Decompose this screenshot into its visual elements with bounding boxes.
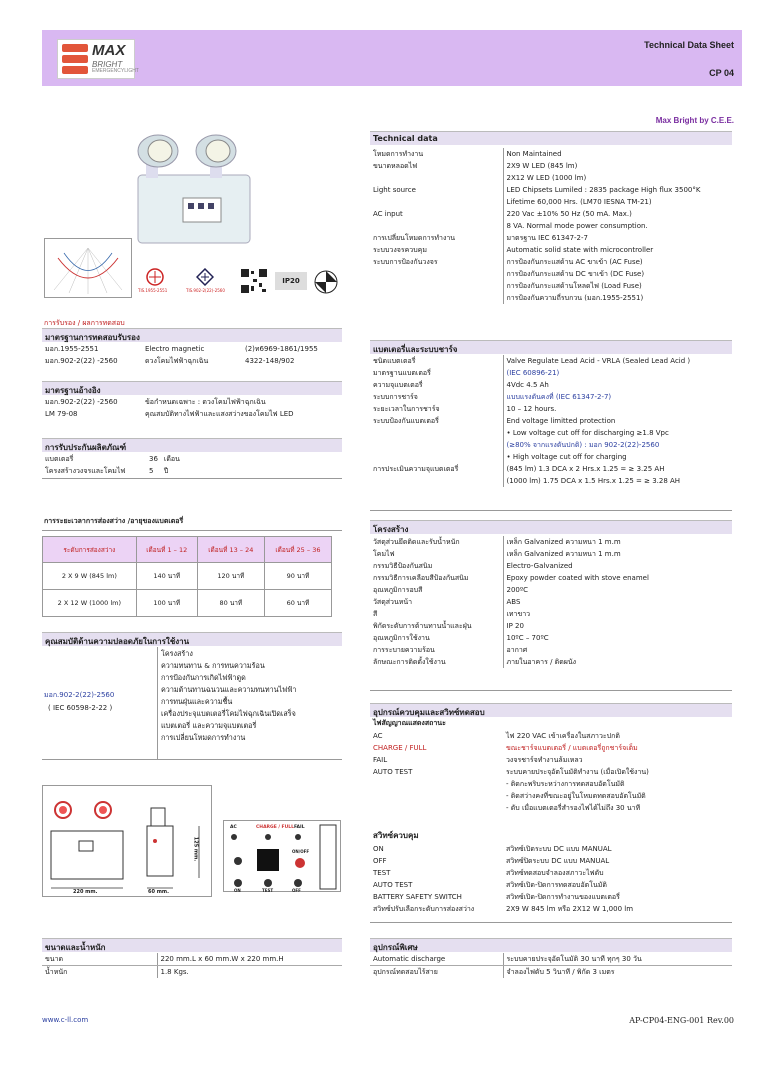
qr-code-icon <box>240 268 268 294</box>
safety-std2: ( IEC 60598-2-22 ) <box>48 704 113 712</box>
polar-diagram <box>44 238 132 298</box>
logo-subtext2: EMERGENCYLIGHT <box>92 68 139 74</box>
brand-line: Max Bright by C.E.E. <box>655 116 734 125</box>
tis-logo-icon <box>146 268 164 286</box>
safety-std: มอก.902-2(22)-2560 <box>44 691 115 699</box>
acc-title: อุปกรณ์พิเศษ <box>370 938 732 952</box>
dimension-drawing: 220 mm. 60 mm. 125 mm. <box>42 785 212 897</box>
divider <box>42 530 342 531</box>
bat-title: แบตเตอรี่และระบบชาร์จ <box>370 340 732 354</box>
cert-label-2: TIS.902-2(22)-2560 <box>186 288 225 293</box>
acc-table: Automatic discharge ระบบคายประจุอัตโนมัติ 30 นาที ทุกๆ 30 วัน อุปกรณ์ทดสอบไร้สาย จำลองไฟดับ 5 วินาที / พิกัด 3 เมตร <box>370 953 732 978</box>
control-panel-drawing: AC CHARGE / FULL FAIL ON/OFF ON TEST OFF <box>223 820 341 892</box>
warranty-table: แบตเตอรี่ 36 เดือน โครงสร้างวงจรและโคมไฟ 5 ปี <box>45 455 180 475</box>
footer-website[interactable]: www.c-ll.com <box>42 1016 89 1024</box>
product-image <box>128 133 268 248</box>
tech-title: Technical data <box>370 131 732 145</box>
dim-title: ขนาดและน้ำหนัก <box>42 938 342 952</box>
bat-table: ชนิดแบตเตอรี่ Valve Regulate Lead Acid - VRLA (Sealed Lead Acid ) มาตรฐานแบตเตอรี่ (IEC 60896-21) ความจุแบตเตอรี่ 4Vdc 4.5 Ah ระบบการชาร์จ แบบแรงดันคงที่ (IEC 61347-2-7) ระยะเวลาในการชาร์จ 10 – 12 hours. ระบบป้องกันแบตเตอรี่ End voltage limitted protection • Low voltage cut off for discharging ≥1.8 Vpc (≥80% จากแรงดันปกติ) : มอก 902-2(22)-2560 • High voltage cut off for charging การประเมินความจุแบตเตอรี่ (845 lm) 1.3 DCA x 2 Hrs.x 1.25 = ≥ 3.25 AH (1000 lm) 1.75 DCA x 1.5 Hrs.x 1.25 = ≥ 3.28 AH <box>370 355 732 487</box>
doc-title: Technical Data Sheet <box>644 40 734 50</box>
dim-table: ขนาด 220 mm.L x 60 mm.W x 220 mm.H น้ำหนัก 1.8 Kgs. <box>42 953 342 978</box>
logo-subtext: BRIGHT <box>92 60 123 69</box>
doc-code: CP 04 <box>709 68 734 78</box>
warranty-title: การรับประกันผลิตภัณฑ์ <box>42 438 342 452</box>
duration-table: ระดับการส่องสว่าง เดือนที่ 1 – 12 เดือนที่ 13 – 24 เดือนที่ 25 – 36 2 X 9 W (845 lm) 140 นาที 120 นาที 90 นาที 2 X 12 W (1000 lm) 100 นาที 80 นาที 60 นาที <box>42 536 332 617</box>
safety-list: โครงสร้าง ความทนทาน & การทนความร้อน การป้องกันการเกิดไฟฟ้าดูด ความต้านทานฉนวนและความทนทานไฟฟ้า การทนฝุ่นและความชื้น เครื่องประจุแบตเตอรี่โคมไฟฉุกเฉินเปิดเสร็จ แบตเตอรี่ และความจุแบตเตอรี่ การเปลี่ยนโหมดการทำงาน <box>161 649 297 742</box>
ctrl-subtitle: ไฟสัญญาณแสดงสถานะ <box>373 719 446 727</box>
ctrl-title: อุปกรณ์ควบคุมและสวิทซ์ทดสอบ <box>370 703 732 717</box>
ctrl-table: AC ไฟ 220 VAC เข้าเครื่องในสภาวะปกติ CHARGE / FULL ขณะชาร์จแบตเตอรี่ / แบตเตอรี่ถูกชาร์จเต็ม FAIL วงจรชาร์จทำงานล้มเหลว AUTO TEST ระบบคายประจุอัตโนมัติทำงาน (เมื่อเปิดใช้งาน) - ติดกะพริบระหว่างการทดสอบอัตโนมัติ - ติดสว่างคงที่ขณะอยู่ในโหมดทดสอบอัตโนมัติ - ดับ เมื่อแบตเตอรี่สำรองไฟได้ไม่ถึง 30 นาที <box>373 732 649 812</box>
struct-title: โครงสร้าง <box>370 520 732 534</box>
divider <box>370 510 732 511</box>
duration-title: การระยะเวลาการส่องสว่าง /อายุของแบตเตอรี่ <box>44 517 184 525</box>
tis-diamond-icon <box>196 268 214 286</box>
ref-title: มาตรฐานอ้างอิง <box>42 381 342 395</box>
cert-section-title: การรับรอง / ผลการทดสอบ <box>44 319 125 327</box>
header-band <box>42 30 742 86</box>
divider <box>42 478 342 479</box>
tech-table: โหมดการทำงาน Non Maintained ขนาดหลอดไฟ 2X9 W LED (845 lm) 2X12 W LED (1000 lm) Light source LED Chipsets Lumiled : 2835 package High flux 3500°K Lifetime 60,000 Hrs. (LM70 IESNA TM-21) AC input 220 Vac ±10% 50 Hz (50 mA. Max.) 8 VA. Normal mode power consumption. การเปลี่ยนโหมดการทำงาน มาตรฐาน IEC 61347-2-7 ระบบวงจรควบคุม Automatic solid state with microcontroller ระบบการป้องกันวงจร การป้องกันกระแสด้าน AC ขาเข้า (AC Fuse) การป้องกันกระแสด้าน DC ขาเข้า (DC Fuse) การป้องกันกระแสด้านโหลดไฟ (Load Fuse) การป้องกันความถี่รบกวน (มอก.1955-2551) <box>370 148 732 304</box>
logo-text: MAX <box>92 42 126 59</box>
cert-label-1: TIS.1955-2551 <box>138 288 168 293</box>
flame-symbol-icon <box>314 270 338 294</box>
brand-logo <box>57 39 139 79</box>
divider <box>370 922 732 923</box>
safety-title: คุณสมบัติด้านความปลอดภัยในการใช้งาน <box>42 632 342 646</box>
std-title: มาตรฐานการทดสอบรับรอง <box>42 328 342 342</box>
ip-rating-badge: IP20 <box>275 272 307 290</box>
switch-table: ON สวิทซ์เปิดระบบ DC แบบ MANUAL OFF สวิทซ์ปิดระบบ DC แบบ MANUAL TEST สวิทซ์ทดสอบจำลองสภาวะไฟดับ AUTO TEST สวิทซ์เปิด-ปิดการทดสอบอัตโนมัติ BATTERY SAFETY SWITCH สวิทซ์เปิด-ปิดการทำงานของแบตเตอรี่ สวิทซ์ปรับเลือกระดับการส่องสว่าง 2X9 W 845 lm หรือ 2X12 W 1,000 lm <box>373 845 634 913</box>
divider <box>42 759 342 760</box>
ref-table: มอก.902-2(22) -2560 ข้อกำหนดเฉพาะ : ดวงโคมไฟฟ้าฉุกเฉิน LM 79-08 คุณสมบัติทางไฟฟ้าและแสงสว่างของโคมไฟ LED <box>45 398 294 418</box>
footer-doc-id: AP-CP04-ENG-001 Rev.00 <box>629 1016 734 1025</box>
struct-table: วัสดุส่วนยึดติดและรับน้ำหนัก เหล็ก Galvanized ความหนา 1 m.m โคมไฟ เหล็ก Galvanized ความหนา 1 m.m กรรมวิธีป้องกันสนิม Electro-Galvanized กรรมวิธีการเคลือบสีป้องกันสนิม Epoxy powder coated with stove enamel อุณหภูมิการอบสี 200ºC วัสดุส่วนหน้า ABS สี เทาขาว พิกัดระดับการต้านทานน้ำและฝุ่น IP 20 อุณหภูมิการใช้งาน 10ºC – 70ºC การระบายความร้อน อากาศ ลักษณะการติดตั้งใช้งาน ภายในอาคาร / ติดผนัง <box>370 536 732 668</box>
switch-title: สวิทซ์ควบคุม <box>373 831 419 840</box>
divider <box>157 647 158 759</box>
divider <box>370 690 732 691</box>
std-table: มอก.1955-2551 Electro magnetic (2)ท6969-1861/1955 มอก.902-2(22) -2560 ดวงโคมไฟฟ้าฉุกเฉิน 4322-148/902 <box>45 345 318 365</box>
logo-mark-icon <box>62 44 88 74</box>
